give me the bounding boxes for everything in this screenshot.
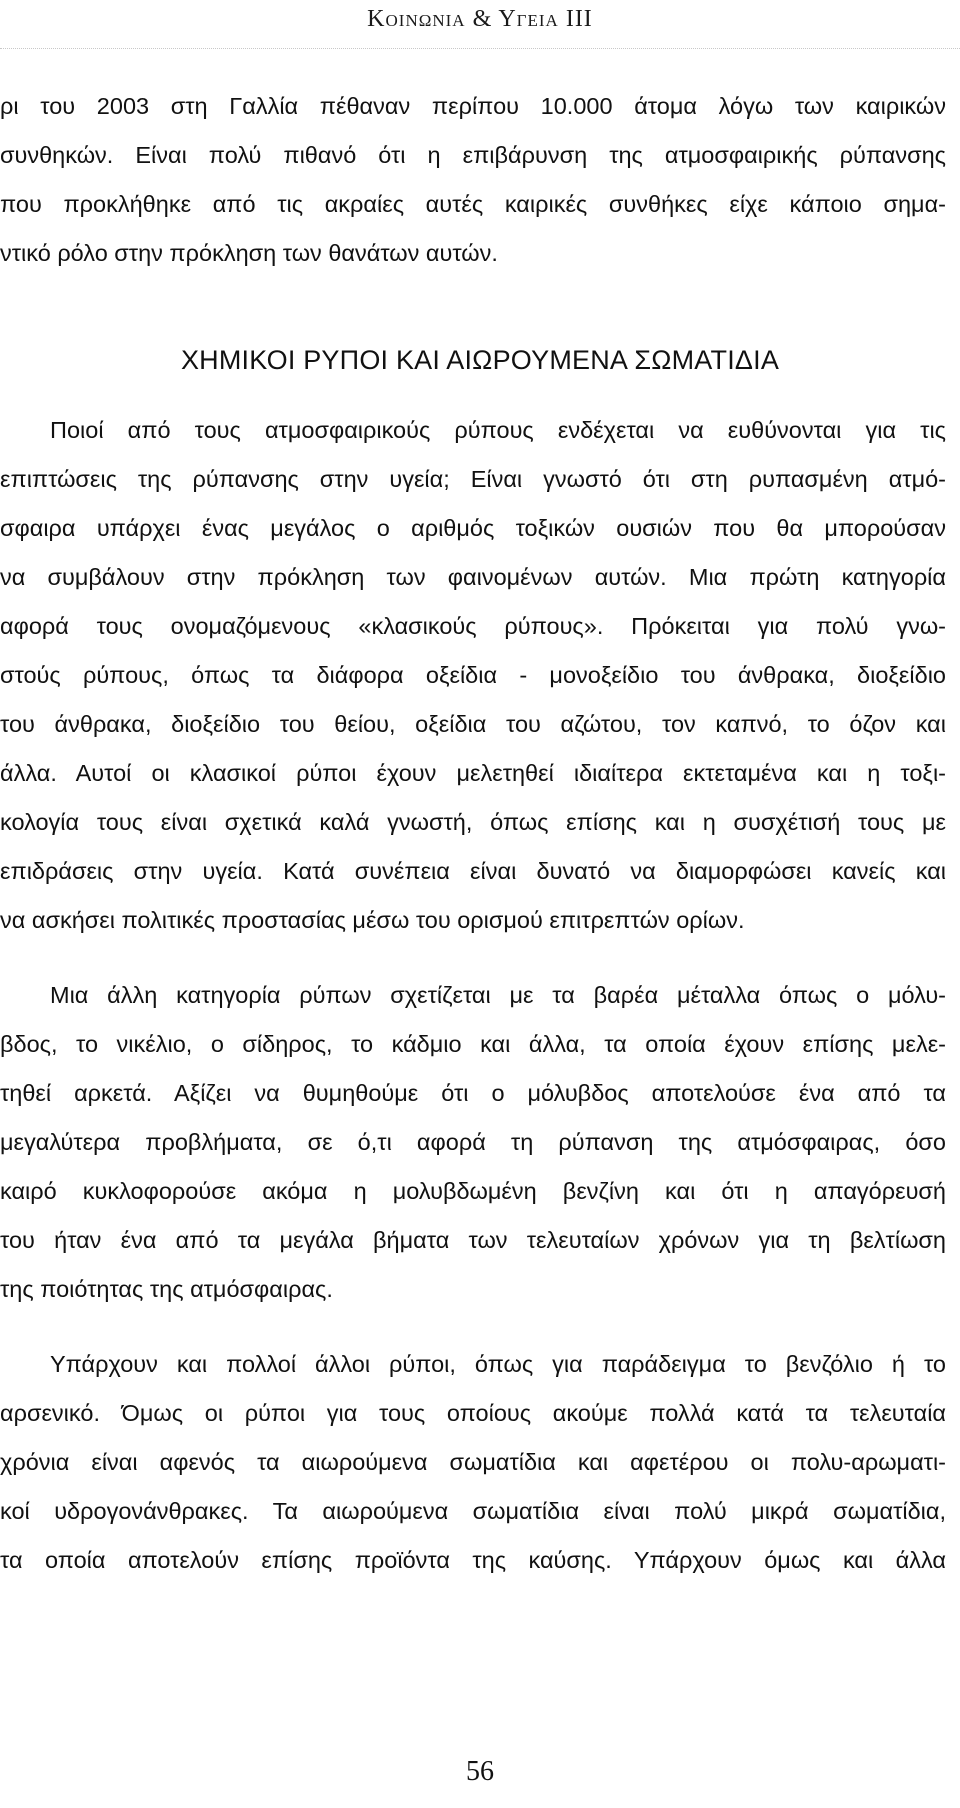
text-line: άλλα. Αυτοί οι κλασικοί ρύποι έχουν μελετηθεί ιδιαίτερα εκτεταμένα και η τοξι-: [0, 760, 946, 786]
running-header: Κοινωνια & Υγεια III: [367, 6, 593, 32]
text-line: επιδράσεις στην υγεία. Κατά συνέπεια είναι δυνατό να διαμορφώσει κανείς και: [0, 858, 946, 884]
text-line: που προκλήθηκε από τις ακραίες αυτές καιρικές συνθήκες είχε κάποιο σημα-: [0, 191, 946, 217]
text-line: χρόνια είναι αφενός τα αιωρούμενα σωματίδια και αφετέρου οι πολυ-αρωματι-: [0, 1449, 946, 1475]
text-line: καιρό κυκλοφορούσε ακόμα η μολυβδωμένη βενζίνη και ότι η απαγόρευσή: [0, 1178, 946, 1204]
text-line: του άνθρακα, διοξείδιο του θείου, οξείδια του αζώτου, τον καπνό, το όζον και: [0, 711, 946, 737]
text-line: συνθηκών. Είναι πολύ πιθανό ότι η επιβάρυνση της ατμοσφαιρικής ρύπανσης: [0, 142, 946, 168]
text-line: κολογία τους είναι σχετικά καλά γνωστή, όπως επίσης και η συσχέτισή τους με: [0, 809, 946, 835]
text-line: ντικό ρόλο στην πρόκληση των θανάτων αυτών.: [0, 240, 498, 266]
text-line: της ποιότητας της ατμόσφαιρας.: [0, 1276, 333, 1302]
section-heading: ΧΗΜΙΚΟΙ ΡΥΠΟΙ ΚΑΙ ΑΙΩΡΟΥΜΕΝΑ ΣΩΜΑΤΙΔΙΑ: [180, 345, 780, 375]
header-divider: [0, 48, 960, 49]
text-line: τηθεί αρκετά. Αξίζει να θυμηθούμε ότι ο μόλυβδος αποτελούσε ένα από τα: [0, 1080, 946, 1106]
text-line: κοί υδρογονάνθρακες. Τα αιωρούμενα σωματίδια είναι πολύ μικρά σωματίδια,: [0, 1498, 946, 1524]
text-line: τα οποία αποτελούν επίσης προϊόντα της καύσης. Υπάρχουν όμως και άλλα: [0, 1547, 946, 1573]
text-line: Ποιοί από τους ατμοσφαιρικούς ρύπους ενδέχεται να ευθύνονται για τις: [50, 417, 946, 443]
text-line: Μια άλλη κατηγορία ρύπων σχετίζεται με τα βαρέα μέταλλα όπως ο μόλυ-: [50, 982, 946, 1008]
text-line: αφορά τους ονομαζόμενους «κλασικούς ρύπους». Πρόκειται για πολύ γνω-: [0, 613, 946, 639]
text-line: ρι του 2003 στη Γαλλία πέθαναν περίπου 10.000 άτομα λόγω των καιρικών: [0, 93, 946, 119]
text-line: να συμβάλουν στην πρόκληση των φαινομένων αυτών. Μια πρώτη κατηγορία: [0, 564, 946, 590]
text-line: στούς ρύπους, όπως τα διάφορα οξείδια - μονοξείδιο του άνθρακα, διοξείδιο: [0, 662, 946, 688]
text-line: επιπτώσεις της ρύπανσης στην υγεία; Είναι γνωστό ότι στη ρυπασμένη ατμό-: [0, 466, 946, 492]
text-line: σφαιρα υπάρχει ένας μεγάλος ο αριθμός τοξικών ουσιών που θα μπορούσαν: [0, 515, 946, 541]
text-line: μεγαλύτερα προβλήματα, σε ό,τι αφορά τη ρύπανση της ατμόσφαιρας, όσο: [0, 1129, 946, 1155]
text-line: αρσενικό. Όμως οι ρύποι για τους οποίους ακούμε πολλά κατά τα τελευταία: [0, 1400, 946, 1426]
page-number: 56: [466, 1756, 494, 1787]
text-line: να ασκήσει πολιτικές προστασίας μέσω του ορισμού επιτρεπτών ορίων.: [0, 907, 745, 933]
text-line: Υπάρχουν και πολλοί άλλοι ρύποι, όπως για παράδειγμα το βενζόλιο ή το: [50, 1351, 946, 1377]
text-line: του ήταν ένα από τα μεγάλα βήματα των τελευταίων χρόνων για τη βελτίωση: [0, 1227, 946, 1253]
text-line: βδος, το νικέλιο, ο σίδηρος, το κάδμιο και άλλα, τα οποία έχουν επίσης μελε-: [0, 1031, 946, 1057]
